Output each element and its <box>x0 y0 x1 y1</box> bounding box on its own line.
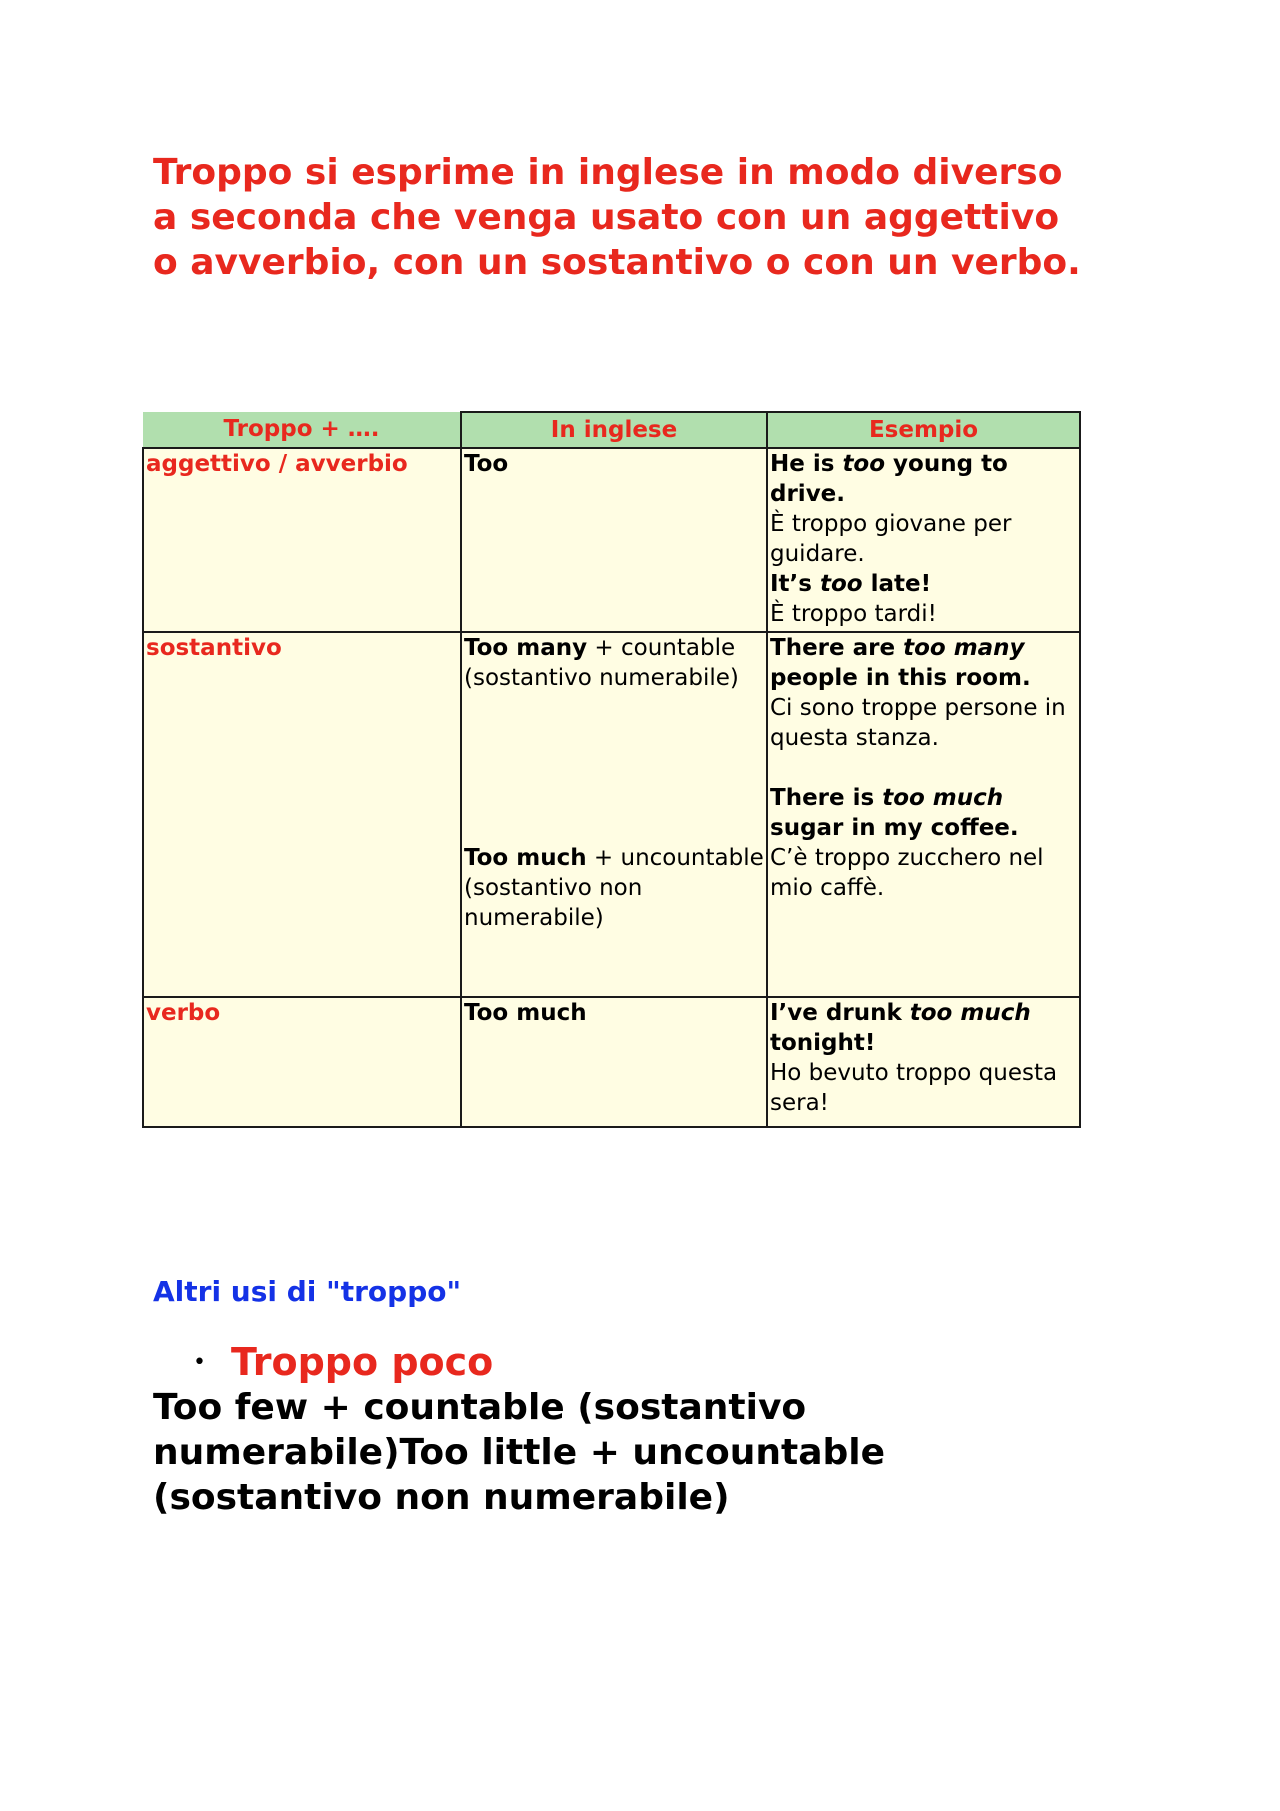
header-esempio: Esempio <box>767 412 1080 448</box>
header-troppo: Troppo + …. <box>143 412 461 448</box>
table-header-row <box>143 412 1080 448</box>
table-row <box>143 632 1080 997</box>
example-cell <box>767 632 1080 997</box>
english-cell <box>461 632 767 997</box>
example-it: Ci sono troppe persone in questa stanza. <box>770 695 1066 751</box>
category-label: sostantivo <box>146 635 282 661</box>
example-it: È troppo tardi! <box>770 601 937 627</box>
english-term: Too <box>464 451 509 477</box>
example-it: C’è troppo zucchero nel mio caffè. <box>770 845 1044 901</box>
table-row <box>143 448 1080 632</box>
example-it: È troppo giovane per guidare. <box>770 511 1012 567</box>
example-cell <box>767 997 1080 1127</box>
category-label: aggettivo / avverbio <box>146 451 408 477</box>
category-label: verbo <box>146 1000 221 1026</box>
bullet-item <box>193 1340 493 1384</box>
example-en: I’ve drunk too much tonight! <box>770 1000 1031 1056</box>
english-term: Too much + uncountable (sostantivo non numerabile) <box>464 845 764 931</box>
example-en: There is too much sugar in my coffee. <box>770 785 1019 841</box>
section-title: Altri usi di "troppo" <box>153 1275 462 1308</box>
english-term: Too much <box>464 1000 587 1026</box>
body-text: Too few + countable (sostantivo numerabile)Too little + uncountable (sostantivo non numerabile) <box>153 1387 886 1518</box>
example-en: He is too young to drive. <box>770 451 1008 507</box>
english-cell <box>461 448 767 632</box>
category-cell <box>143 997 461 1127</box>
example-en: There are too many people in this room. <box>770 635 1031 691</box>
grammar-table <box>142 411 1081 1128</box>
category-cell <box>143 632 461 997</box>
example-cell <box>767 448 1080 632</box>
header-in-inglese: In inglese <box>461 412 767 448</box>
table-row <box>143 997 1080 1127</box>
english-term: Too many + countable (sostantivo numerabile) <box>464 635 739 691</box>
english-cell <box>461 997 767 1127</box>
bullet-label: Troppo poco <box>231 1340 494 1384</box>
bullet-icon: • <box>193 1349 206 1375</box>
example-en: It’s too late! <box>770 571 932 597</box>
page-title: Troppo si esprime in inglese in modo diverso a seconda che venga usato con un aggettivo o avverbio, con un sostantivo o con un verbo. <box>153 152 1081 283</box>
category-cell <box>143 448 461 632</box>
example-it: Ho bevuto troppo questa sera! <box>770 1060 1058 1116</box>
